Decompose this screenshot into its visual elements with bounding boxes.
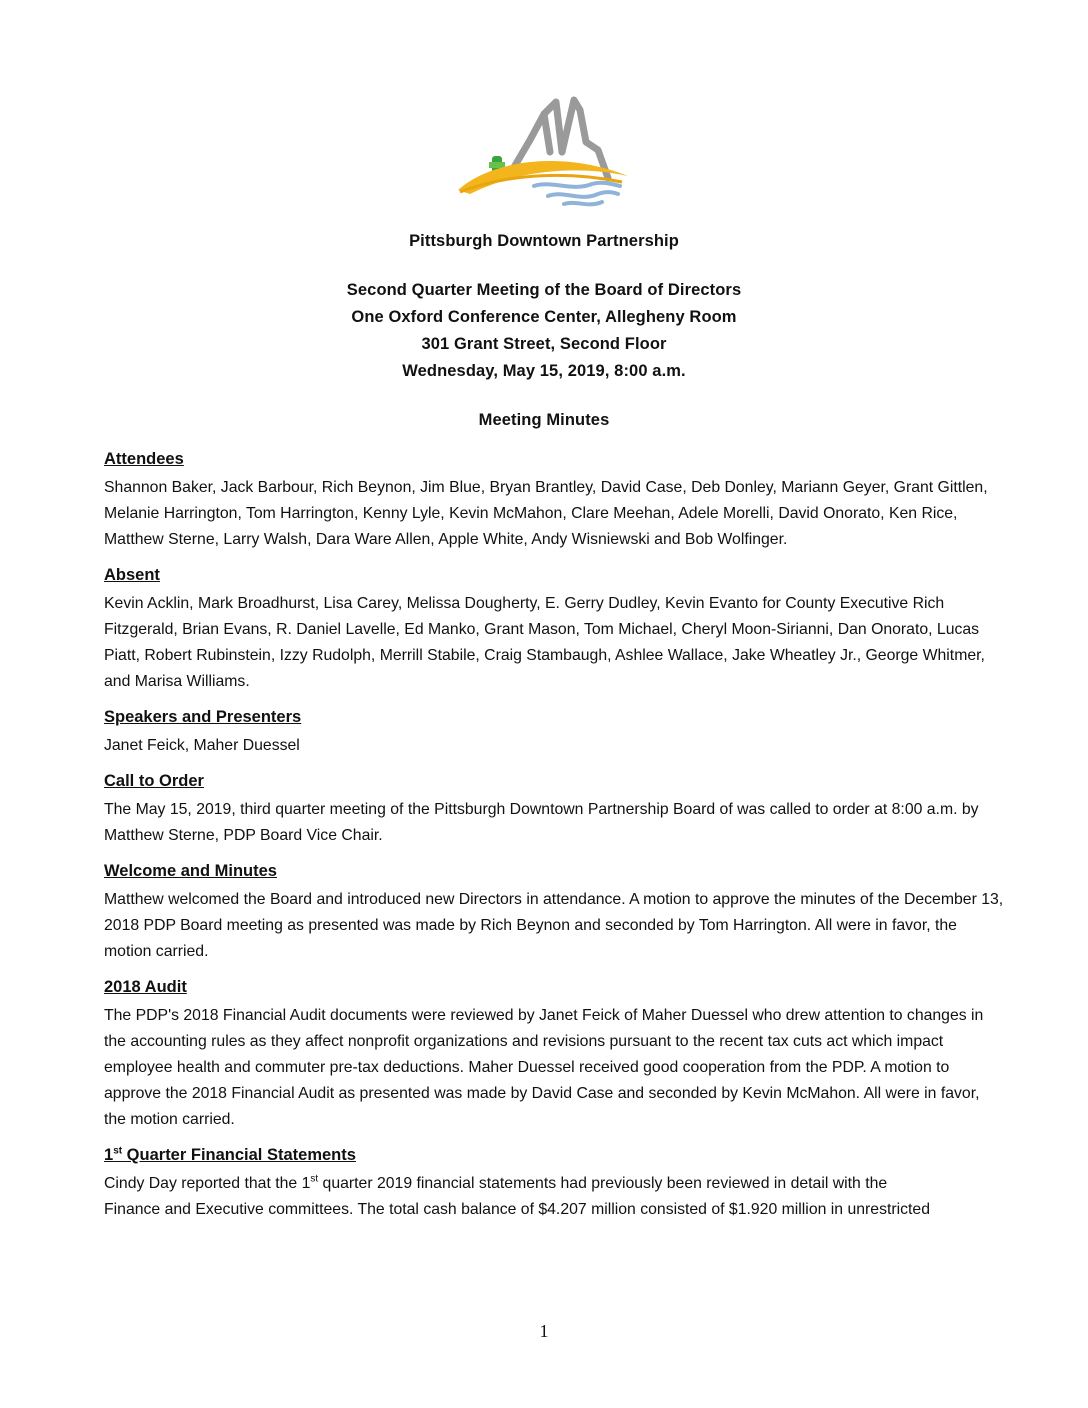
section-absent [104,562,1004,695]
meeting-title: Second Quarter Meeting of the Board of Directors [346,281,742,299]
minutes-body [104,446,1004,1232]
document-title: Meeting Minutes [478,411,610,429]
section-heading: Attendees [104,450,184,468]
section-heading: Absent [104,566,160,584]
section-heading: Call to Order [104,772,204,790]
section-text: The PDP's 2018 Financial Audit documents were reviewed by Janet Feick of Maher Duessel who drew attention to changes in the accounting rules as they affect nonprofit organizations and revisions pursuant to the recent tax cuts act which impact employee health and commuter pre-tax deductions. Maher Duessel received good cooperation from the PDP. A motion to approve the 2018 Financial Audit as presented was made by David Case and seconded by Kevin McMahon. All were in favor, the motion carried. [104,1007,984,1128]
text-ordinal: st [310,1173,319,1185]
meeting-address: 301 Grant Street, Second Floor [421,335,667,353]
section-text: Shannon Baker, Jack Barbour, Rich Beynon, Jim Blue, Bryan Brantley, David Case, Deb Donley, Mariann Geyer, Grant Gittlen, Melanie Harrington, Tom Harrington, Kenny Lyle, Kevin McMahon, Clare Meehan, Adele Morelli, David Onorato, Ken Rice, Matthew Sterne, Larry Walsh, Dara Ware Allen, Apple White, Andy Wisniewski and Bob Wolfinger. [104,479,988,548]
section-text: The May 15, 2019, third quarter meeting of the Pittsburgh Downtown Partnership Board of was called to order at 8:00 a.m. by Matthew Sterne, PDP Board Vice Chair. [104,801,979,844]
water-waves [534,183,620,205]
section-text: Matthew welcomed the Board and introduced new Directors in attendance. A motion to approve the minutes of the December 13, 2018 PDP Board meeting as presented was made by Rich Beynon and seconded by Tom Harrington. All were in favor, the motion carried. [104,891,1004,960]
text-fragment: Cindy Day reported that the 1 [104,1175,311,1192]
section-financial-statements [104,1142,1004,1223]
meeting-venue: One Oxford Conference Center, Allegheny Room [351,308,737,326]
pdp-logo [452,92,642,210]
heading-ordinal: st [113,1145,123,1157]
section-audit [104,974,1004,1133]
page-number: 1 [539,1321,549,1341]
text-fragment: quarter 2019 financial statements had previously been reviewed in detail with the [318,1175,888,1192]
section-heading [104,1142,1004,1168]
section-welcome [104,858,1004,965]
section-heading: Speakers and Presenters [104,708,302,726]
section-call-to-order [104,768,1004,849]
section-heading: Welcome and Minutes [104,862,277,880]
section-speakers [104,704,1004,759]
section-text: Janet Feick, Maher Duessel [104,737,300,754]
org-name: Pittsburgh Downtown Partnership [409,232,679,250]
section-text: Kevin Acklin, Mark Broadhurst, Lisa Carey, Melissa Dougherty, E. Gerry Dudley, Kevin Evanto for County Executive Rich Fitzgerald, Brian Evans, R. Daniel Lavelle, Ed Manko, Grant Mason, Tom Michael, Cheryl Moon-Sirianni, Dan Onorato, Lucas Piatt, Robert Rubinstein, Izzy Rudolph, Merrill Stabile, Craig Stambaugh, Ashlee Wallace, Jake Wheatley Jr., George Whitmer, and Marisa Williams. [104,595,985,690]
heading-number: 1 [104,1146,114,1164]
heading-text: Quarter Financial Statements [122,1146,356,1164]
meeting-datetime: Wednesday, May 15, 2019, 8:00 a.m. [402,362,686,380]
section-text-line [104,1171,1004,1197]
section-text-line: Finance and Executive committees. The total cash balance of $4.207 million consisted of $1.920 million in unrestricted [104,1201,930,1218]
section-attendees [104,446,1004,553]
section-heading: 2018 Audit [104,978,187,996]
